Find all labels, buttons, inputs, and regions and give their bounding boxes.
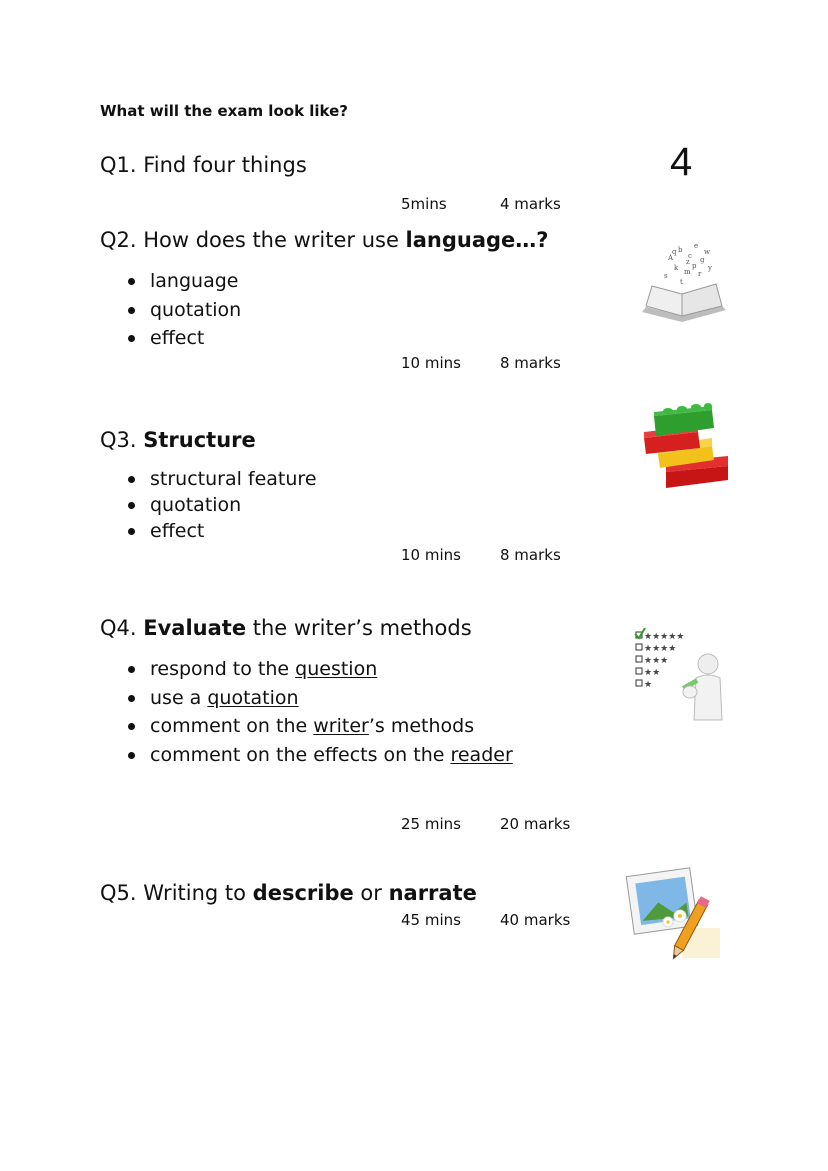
q1-time: 5mins xyxy=(401,195,447,213)
svg-text:g: g xyxy=(700,256,705,264)
svg-text:t: t xyxy=(680,278,683,286)
q3-title xyxy=(100,428,256,452)
bullet-text-end: ’s methods xyxy=(368,715,475,737)
q2-title-text: Q2. How does the writer use xyxy=(100,228,406,252)
svg-text:r: r xyxy=(698,270,702,278)
q1-marks: 4 marks xyxy=(500,195,561,213)
svg-text:y: y xyxy=(708,264,712,272)
svg-text:A: A xyxy=(668,254,674,262)
q4-time: 25 mins xyxy=(401,815,461,833)
svg-text:★★★: ★★★ xyxy=(644,656,669,666)
list-item xyxy=(128,712,513,741)
q4-marks: 20 marks xyxy=(500,815,571,833)
list-item xyxy=(128,655,513,684)
bullet-underlined: quotation xyxy=(207,686,299,709)
svg-text:★★★★: ★★★★ xyxy=(644,644,677,654)
svg-text:★★★★★: ★★★★★ xyxy=(644,632,685,642)
q2-marks: 8 marks xyxy=(500,354,561,372)
q4-title-text: Q4. xyxy=(100,616,144,640)
rating-checklist-icon xyxy=(634,628,726,722)
q3-title-bold: Structure xyxy=(143,428,256,452)
bullet-underlined: writer xyxy=(313,715,369,737)
lego-bricks-icon xyxy=(640,402,732,492)
q2-title-bold: language…? xyxy=(405,228,549,252)
list-item: language xyxy=(128,267,241,296)
q3-bullet-list xyxy=(128,465,317,543)
svg-text:c: c xyxy=(688,252,692,260)
q5-time: 45 mins xyxy=(401,911,461,929)
list-item: quotation xyxy=(128,296,241,325)
bullet-underlined: question xyxy=(295,658,378,680)
q2-title xyxy=(100,228,548,252)
svg-text:b: b xyxy=(678,246,683,254)
list-item: quotation xyxy=(128,491,317,517)
svg-text:k: k xyxy=(674,264,679,272)
svg-text:m: m xyxy=(684,268,691,276)
bullet-text: comment on the xyxy=(150,715,314,737)
bullet-underlined: reader xyxy=(450,743,513,766)
q3-title-text: Q3. xyxy=(100,428,144,452)
q4-bullet-list xyxy=(128,655,513,769)
svg-text:w: w xyxy=(704,248,710,256)
q4-title-rest: the writer’s methods xyxy=(246,616,472,640)
svg-text:★★: ★★ xyxy=(644,668,661,678)
list-item: effect xyxy=(128,517,317,543)
q5-title-bold-2: narrate xyxy=(388,881,477,905)
q5-title-mid: or xyxy=(353,881,389,905)
q2-bullet-list xyxy=(128,267,241,353)
q3-time: 10 mins xyxy=(401,546,461,564)
q4-title-bold: Evaluate xyxy=(143,616,247,640)
list-item: structural feature xyxy=(128,465,317,491)
picture-pencil-icon xyxy=(624,862,724,964)
list-item xyxy=(128,684,513,713)
q5-title-text: Q5. Writing to xyxy=(100,881,253,905)
q5-marks: 40 marks xyxy=(500,911,571,929)
page-heading: What will the exam look like? xyxy=(100,102,348,120)
open-book-letters-icon xyxy=(638,240,730,330)
svg-text:s: s xyxy=(664,272,668,280)
list-item: effect xyxy=(128,324,241,353)
svg-text:p: p xyxy=(692,262,697,270)
q5-title-bold-1: describe xyxy=(252,881,354,905)
list-item xyxy=(128,741,513,770)
q4-title xyxy=(100,616,472,640)
q5-title xyxy=(100,881,477,905)
svg-text:e: e xyxy=(694,242,699,250)
q1-title: Q1. Find four things xyxy=(100,153,307,177)
bullet-text: use a xyxy=(150,686,208,709)
page-number: 4 xyxy=(670,140,693,184)
bullet-text: comment on the effects on the xyxy=(150,743,451,766)
bullet-text: respond to the xyxy=(150,658,296,680)
svg-text:q: q xyxy=(672,248,677,256)
svg-text:z: z xyxy=(686,258,690,266)
q2-time: 10 mins xyxy=(401,354,461,372)
svg-text:★: ★ xyxy=(644,680,653,690)
q3-marks: 8 marks xyxy=(500,546,561,564)
